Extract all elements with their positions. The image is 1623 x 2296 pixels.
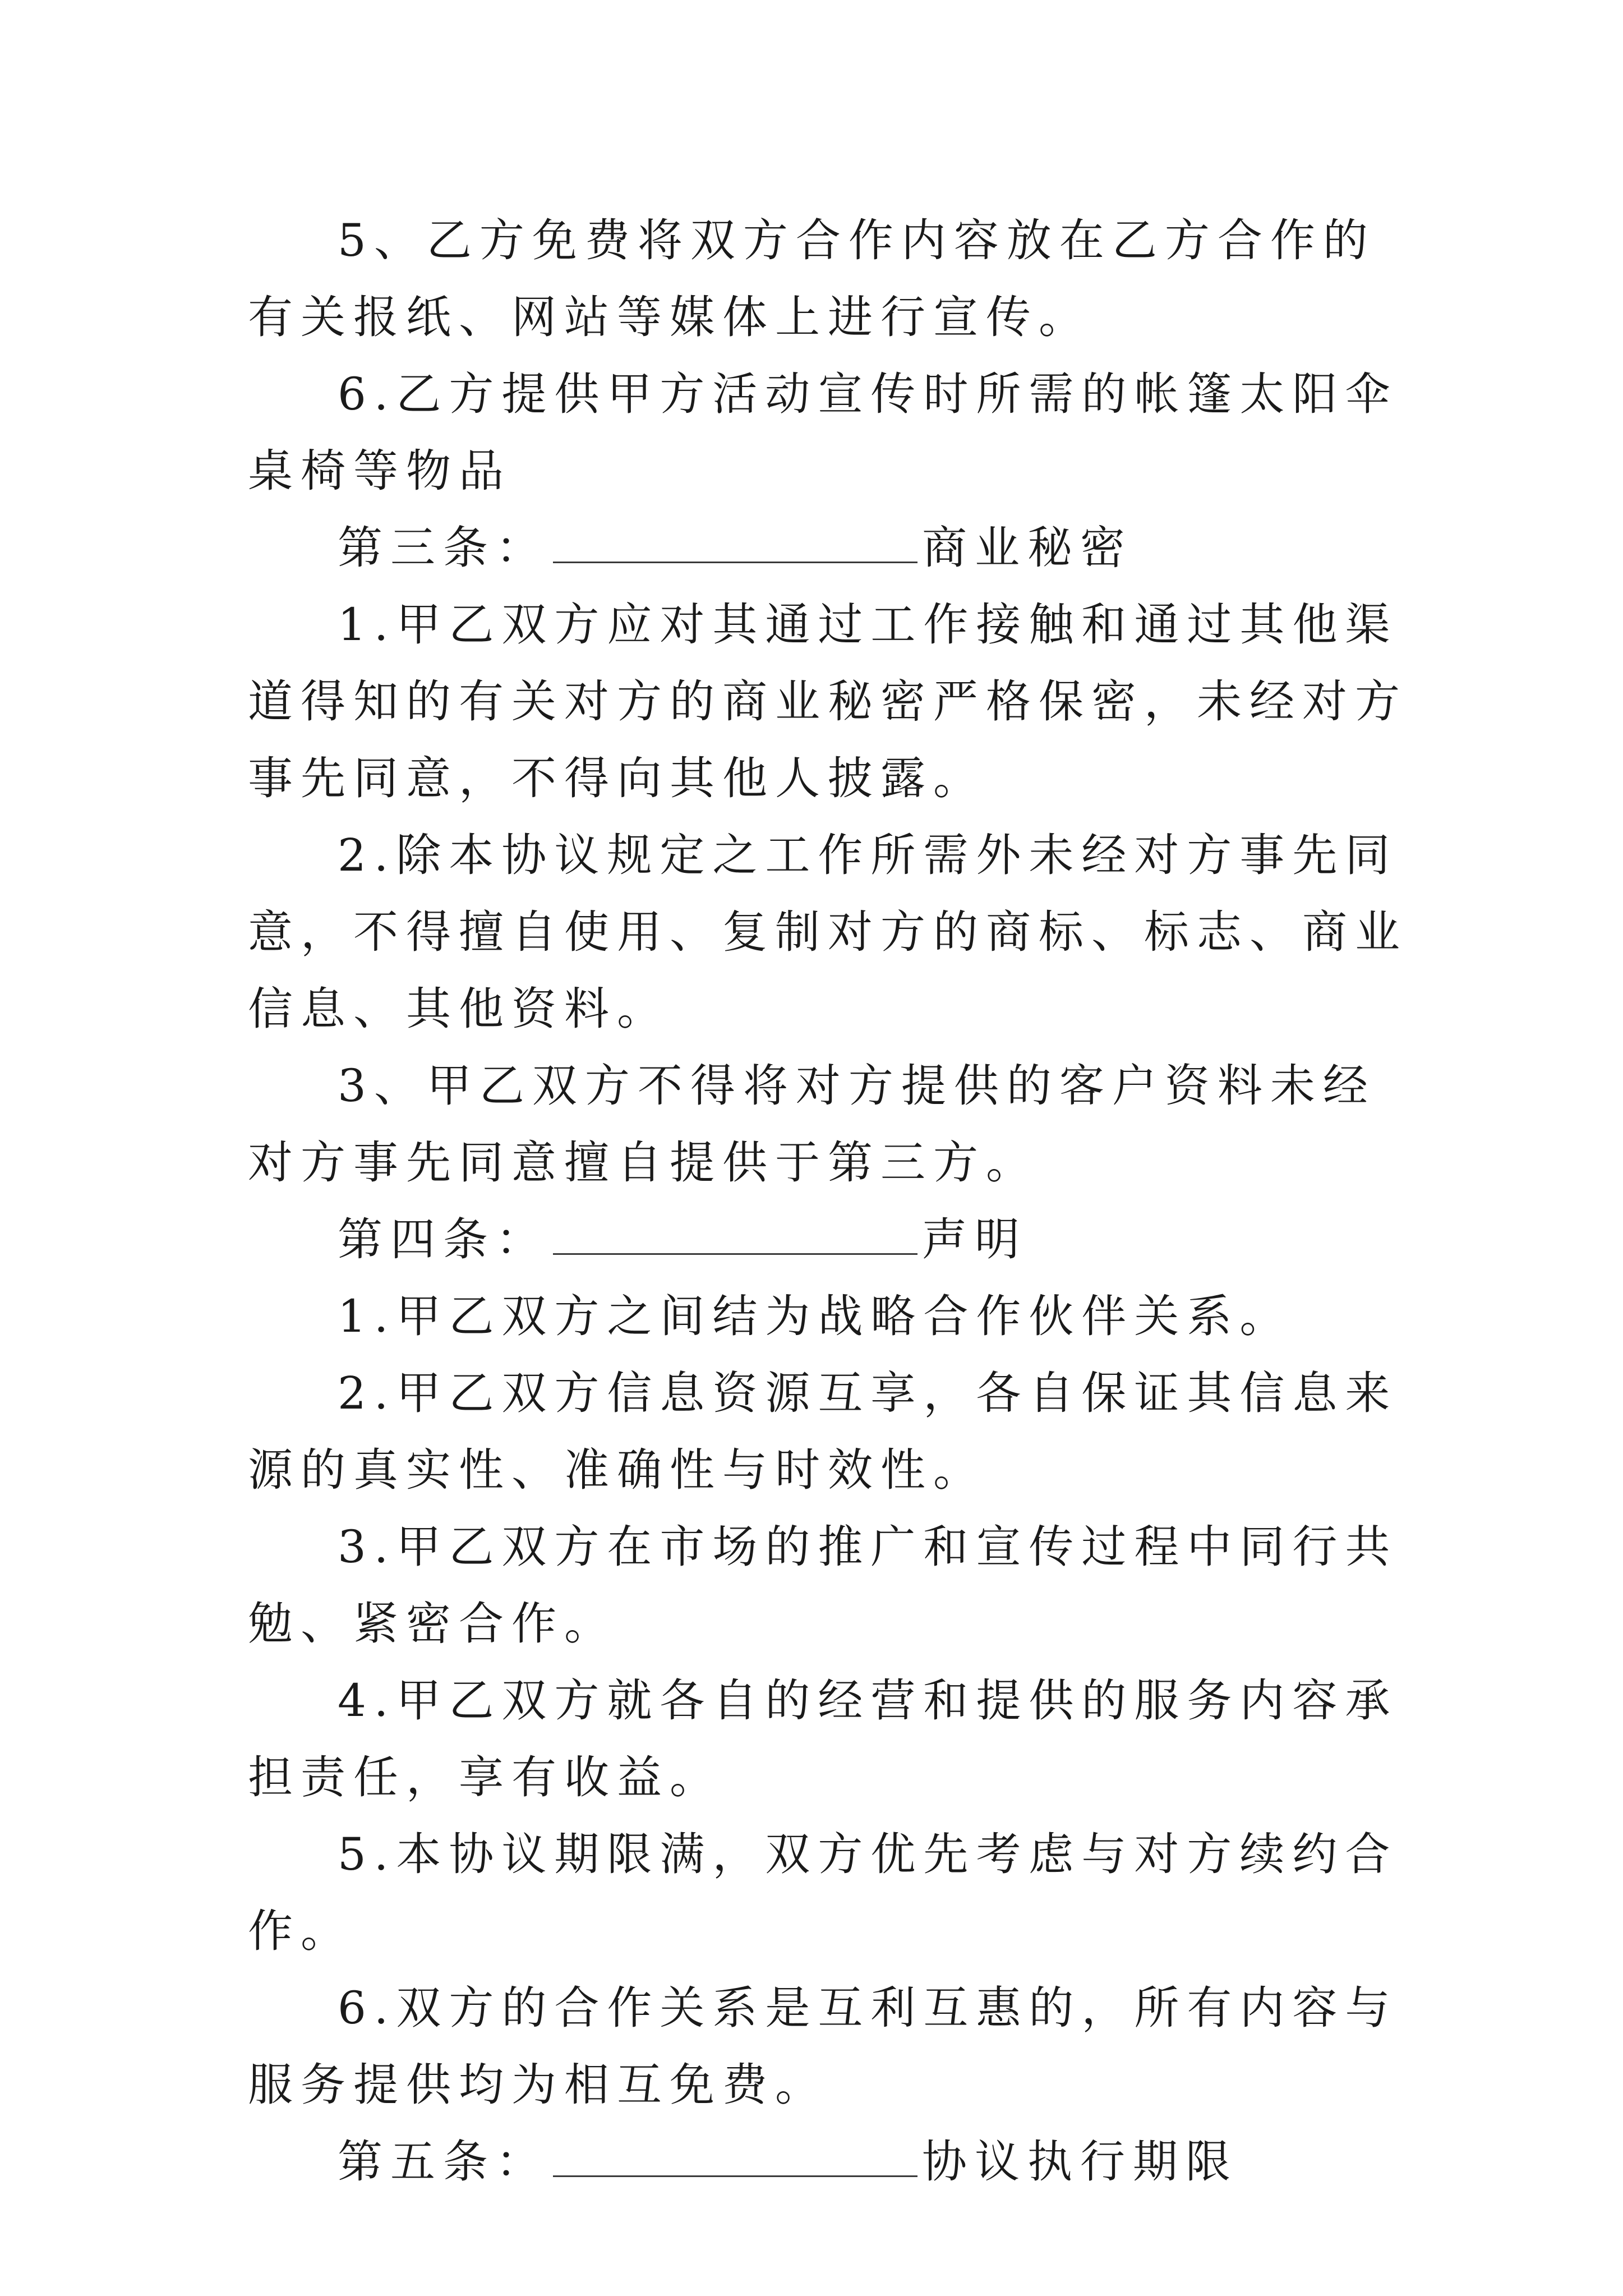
paragraph: 6.乙方提供甲方活动宣传时所需的帐篷太阳伞桌椅等物品 (248, 368, 1398, 497)
article-heading (248, 1201, 1426, 1278)
paragraph: 1.甲乙双方之间结为战略合作伙伴关系。 (338, 1290, 1293, 1342)
article-heading (248, 509, 1426, 586)
article-title: 协议执行期限 (922, 2136, 1238, 2188)
article-title: 商业秘密 (922, 522, 1133, 574)
paragraph: 5、乙方免费将双方合作内容放在乙方合作的有关报纸、网站等媒体上进行宣传。 (248, 214, 1376, 343)
paragraph: 3.甲乙双方在市场的推广和宣传过程中同行共勉、紧密合作。 (248, 1521, 1398, 1650)
article-title: 声明 (922, 1213, 1027, 1266)
document-body (248, 202, 1426, 2200)
article-heading (248, 2123, 1426, 2200)
fill-in-blank (553, 2135, 917, 2177)
paragraph: 2.除本协议规定之工作所需外未经对方事先同意，不得擅自使用、复制对方的商标、标志、商业信息、其他资料。 (248, 829, 1408, 1035)
article-label: 第三条： (338, 522, 548, 574)
article-label: 第四条： (338, 1213, 548, 1266)
fill-in-blank (553, 1213, 917, 1255)
fill-in-blank (553, 521, 917, 563)
article-label: 第五条： (338, 2136, 548, 2188)
paragraph: 3、甲乙双方不得将对方提供的客户资料未经对方事先同意擅自提供于第三方。 (248, 1060, 1376, 1189)
paragraph: 6.双方的合作关系是互利互惠的，所有内容与服务提供均为相互免费。 (248, 1982, 1398, 2111)
paragraph: 2.甲乙双方信息资源互享，各自保证其信息来源的真实性、准确性与时效性。 (248, 1367, 1398, 1496)
paragraph: 1.甲乙双方应对其通过工作接触和通过其他渠道得知的有关对方的商业秘密严格保密，未经对方事先同意，不得向其他人披露。 (248, 599, 1408, 804)
paragraph: 5.本协议期限满，双方优先考虑与对方续约合作。 (248, 1828, 1398, 1957)
paragraph: 4.甲乙双方就各自的经营和提供的服务内容承担责任，享有收益。 (248, 1674, 1398, 1803)
